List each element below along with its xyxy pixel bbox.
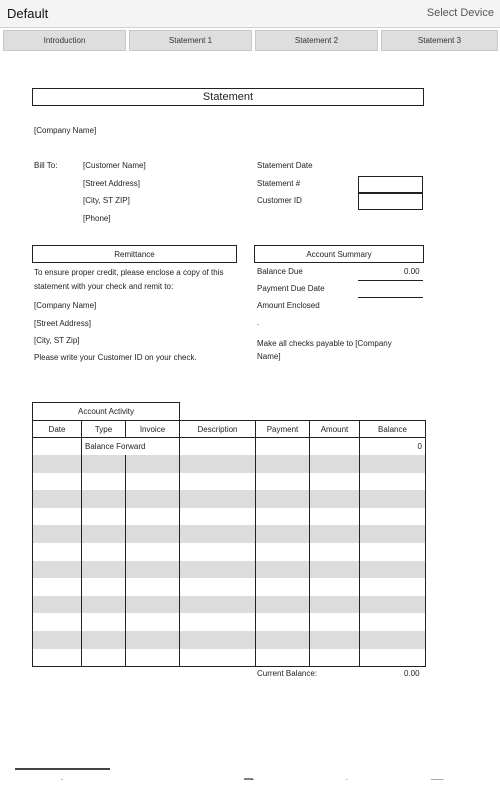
table-cell[interactable]	[126, 631, 180, 649]
table-cell[interactable]	[126, 596, 180, 614]
table-cell[interactable]	[126, 455, 180, 473]
remittance-line-2: statement with your check and remit to:	[34, 282, 174, 291]
table-row	[33, 490, 426, 508]
table-header-row	[33, 421, 426, 438]
table-cell[interactable]	[256, 525, 310, 543]
table-cell[interactable]	[126, 613, 180, 631]
app-title: Default	[7, 6, 49, 21]
customer-id-field[interactable]	[358, 193, 423, 210]
table-cell[interactable]	[180, 490, 256, 508]
table-cell[interactable]	[126, 561, 180, 579]
table-cell[interactable]	[360, 649, 426, 667]
select-device-button[interactable]: Select Device	[426, 7, 494, 19]
table-cell[interactable]	[33, 578, 82, 596]
phone: [Phone]	[83, 214, 111, 223]
table-row	[33, 455, 426, 473]
table-cell[interactable]	[33, 490, 82, 508]
table-cell[interactable]	[256, 543, 310, 561]
statement-number-field[interactable]	[358, 176, 423, 193]
tab-statement-2[interactable]: Statement 2	[255, 30, 378, 51]
tab-introduction[interactable]: Introduction	[3, 30, 126, 51]
street-address: [Street Address]	[83, 179, 140, 188]
remittance-line-1: To ensure proper credit, please enclose a copy of this	[34, 268, 224, 277]
statement-title: Statement	[32, 88, 424, 106]
table-row	[33, 438, 426, 456]
table-cell[interactable]	[180, 578, 256, 596]
table-cell[interactable]	[126, 525, 180, 543]
payment-due-underline	[358, 297, 423, 298]
table-cell[interactable]	[82, 561, 126, 579]
table-cell[interactable]	[126, 578, 180, 596]
column-header-description: Description	[180, 421, 256, 438]
remittance-heading: Remittance	[32, 245, 237, 263]
column-header-amount: Amount	[310, 421, 360, 438]
table-row	[33, 631, 426, 649]
table-cell[interactable]	[126, 543, 180, 561]
table-cell[interactable]	[82, 508, 126, 526]
table-cell[interactable]	[310, 455, 360, 473]
table-cell[interactable]	[256, 578, 310, 596]
tab-bar	[0, 30, 500, 52]
balance-due-value: 0.00	[404, 267, 420, 276]
table-cell[interactable]	[180, 525, 256, 543]
table-cell[interactable]	[82, 631, 126, 649]
table-cell[interactable]	[360, 561, 426, 579]
table-cell[interactable]	[256, 490, 310, 508]
statement-number-label: Statement #	[257, 179, 301, 188]
tab-statement-1[interactable]: Statement 1	[129, 30, 252, 51]
table-cell[interactable]	[33, 631, 82, 649]
table-cell[interactable]	[33, 649, 82, 667]
payable-line-1: Make all checks payable to [Company	[257, 339, 392, 348]
customer-id-label: Customer ID	[257, 196, 302, 205]
table-cell[interactable]	[310, 613, 360, 631]
table-cell[interactable]	[180, 438, 256, 456]
table-cell[interactable]	[180, 561, 256, 579]
table-cell[interactable]	[33, 596, 82, 614]
table-cell[interactable]	[180, 613, 256, 631]
table-cell[interactable]	[310, 508, 360, 526]
table-cell[interactable]	[360, 455, 426, 473]
table-cell[interactable]	[126, 508, 180, 526]
table-cell[interactable]	[256, 613, 310, 631]
table-row	[33, 508, 426, 526]
table-row	[33, 596, 426, 614]
table-cell[interactable]	[180, 508, 256, 526]
table-cell[interactable]	[310, 631, 360, 649]
remit-note: Please write your Customer ID on your check.	[34, 353, 197, 362]
table-row	[33, 649, 426, 667]
remit-city: [City, ST Zip]	[34, 336, 80, 345]
document-icon[interactable]	[243, 772, 257, 780]
table-cell[interactable]	[360, 543, 426, 561]
table-cell[interactable]	[310, 473, 360, 491]
table-cell[interactable]	[82, 613, 126, 631]
table-cell[interactable]	[33, 508, 82, 526]
balance-forward-value[interactable]: 0	[360, 438, 426, 456]
table-cell[interactable]	[256, 508, 310, 526]
table-cell[interactable]	[360, 473, 426, 491]
account-activity-table	[32, 420, 426, 667]
tray-icon[interactable]	[430, 772, 444, 780]
table-cell[interactable]	[180, 596, 256, 614]
table-cell[interactable]	[180, 649, 256, 667]
table-cell[interactable]	[360, 613, 426, 631]
active-tab-indicator	[15, 768, 110, 770]
amount-enclosed-label: Amount Enclosed	[257, 301, 320, 310]
table-cell[interactable]	[180, 543, 256, 561]
table-cell[interactable]	[360, 578, 426, 596]
table-cell[interactable]	[82, 490, 126, 508]
balance-forward-cell[interactable]: Balance Forward	[82, 438, 180, 456]
table-cell[interactable]	[180, 455, 256, 473]
current-balance-label: Current Balance:	[257, 669, 318, 678]
account-summary-heading: Account Summary	[254, 245, 424, 263]
table-cell[interactable]	[256, 649, 310, 667]
table-cell[interactable]	[256, 631, 310, 649]
table-cell[interactable]	[360, 596, 426, 614]
table-cell[interactable]	[82, 543, 126, 561]
table-row	[33, 613, 426, 631]
table-cell[interactable]	[126, 649, 180, 667]
balance-due-label: Balance Due	[257, 267, 303, 276]
chart-icon[interactable]	[337, 772, 351, 780]
table-cell[interactable]	[33, 438, 82, 456]
bottom-nav	[0, 760, 500, 800]
table-cell[interactable]	[256, 561, 310, 579]
table-cell[interactable]	[360, 490, 426, 508]
remit-company: [Company Name]	[34, 301, 97, 310]
table-cell[interactable]	[180, 631, 256, 649]
table-cell[interactable]	[33, 613, 82, 631]
table-cell[interactable]	[33, 525, 82, 543]
table-cell[interactable]	[33, 561, 82, 579]
column-header-type: Type	[82, 421, 126, 438]
column-header-balance: Balance	[360, 421, 426, 438]
table-cell[interactable]	[256, 473, 310, 491]
statement-document	[0, 56, 500, 756]
table-cell[interactable]	[126, 473, 180, 491]
table-cell[interactable]	[126, 490, 180, 508]
payment-due-label: Payment Due Date	[257, 284, 325, 293]
table-cell[interactable]	[82, 455, 126, 473]
table-cell[interactable]	[360, 525, 426, 543]
summary-dot: .	[257, 318, 260, 327]
table-cell[interactable]	[82, 649, 126, 667]
table-cell[interactable]	[310, 561, 360, 579]
table-cell[interactable]	[82, 473, 126, 491]
tab-statement-3[interactable]: Statement 3	[381, 30, 498, 51]
table-cell[interactable]	[310, 578, 360, 596]
table-row	[33, 543, 426, 561]
table-cell[interactable]	[82, 525, 126, 543]
table-cell[interactable]	[180, 473, 256, 491]
table-cell[interactable]	[82, 596, 126, 614]
table-cell[interactable]	[256, 455, 310, 473]
table-cell[interactable]	[256, 596, 310, 614]
table-row	[33, 578, 426, 596]
table-row	[33, 473, 426, 491]
bill-to-label: Bill To:	[34, 161, 58, 170]
table-cell[interactable]	[33, 473, 82, 491]
customer-name: [Customer Name]	[83, 161, 146, 170]
balance-due-underline	[358, 280, 423, 281]
table-row	[33, 561, 426, 579]
table-cell[interactable]	[310, 596, 360, 614]
table-cell[interactable]	[310, 543, 360, 561]
table-cell[interactable]	[310, 649, 360, 667]
current-balance-value: 0.00	[404, 669, 420, 678]
table-cell[interactable]	[310, 525, 360, 543]
column-header-date: Date	[33, 421, 82, 438]
table-cell[interactable]	[82, 578, 126, 596]
statement-date-label: Statement Date	[257, 161, 313, 170]
table-cell[interactable]	[256, 438, 310, 456]
table-cell[interactable]	[310, 490, 360, 508]
table-cell[interactable]	[360, 508, 426, 526]
remit-street: [Street Address]	[34, 319, 91, 328]
home-icon[interactable]	[55, 772, 69, 780]
table-row	[33, 525, 426, 543]
table-cell[interactable]	[310, 438, 360, 456]
company-name: [Company Name]	[34, 126, 97, 135]
column-header-payment: Payment	[256, 421, 310, 438]
account-activity-heading: Account Activity	[32, 402, 180, 421]
table-cell[interactable]	[33, 455, 82, 473]
table-cell[interactable]	[33, 543, 82, 561]
city-state-zip: [City, ST ZIP]	[83, 196, 130, 205]
column-header-invoice: Invoice	[126, 421, 180, 438]
table-cell[interactable]	[360, 631, 426, 649]
top-bar	[0, 0, 500, 28]
payable-line-2: Name]	[257, 352, 281, 361]
